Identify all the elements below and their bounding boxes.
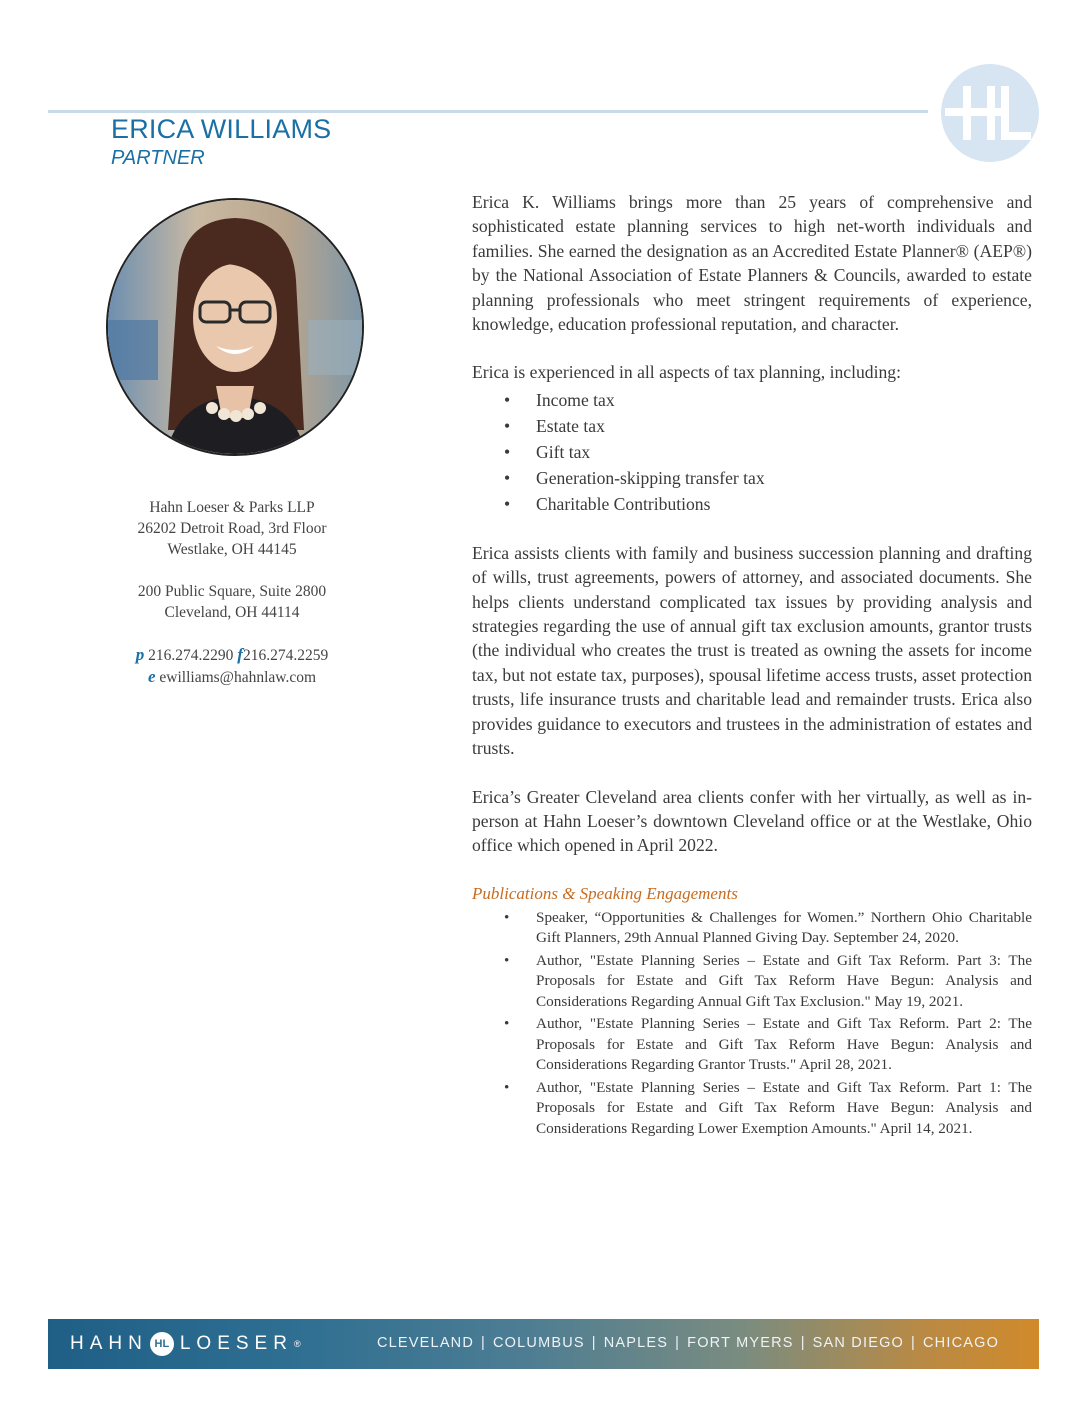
bullet-icon: • (504, 1015, 510, 1033)
city-label: CHICAGO (923, 1335, 1000, 1351)
office-address-line: 200 Public Square, Suite 2800 (137, 583, 327, 600)
publication-item: • Author, "Estate Planning Series – Estate and Gift Tax Reform. Part 2: The Proposals for Estate and Gift Tax Reform Have Begun: Analysis and Considerations Regarding Grantor Trusts." April 28, 2021. (504, 1015, 1032, 1074)
brand-word: HAHN (70, 1333, 148, 1354)
email-line (90, 666, 374, 688)
city-label: CLEVELAND (377, 1335, 475, 1351)
person-name: ERICA WILLIAMS (111, 114, 332, 144)
city-label: NAPLES (603, 1335, 669, 1351)
tax-list (472, 387, 1032, 517)
city-label: SAN DIEGO (812, 1335, 905, 1351)
list-item: • Estate tax (472, 413, 1032, 439)
phone-number[interactable]: 216.274.2290 (148, 647, 234, 664)
bullet-icon: • (504, 415, 511, 436)
bullet-icon: • (504, 389, 511, 410)
publications-heading: Publications & Speaking Engagements (472, 883, 738, 903)
tax-intro: Erica is experienced in all aspects of tax planning, including: (472, 362, 901, 383)
registered-mark: ® (293, 1339, 301, 1349)
profile-photo (106, 198, 364, 456)
bullet-icon: • (504, 908, 510, 926)
publications-list (472, 908, 1032, 1140)
brand-mark-icon: HL (150, 1332, 174, 1356)
footer-cities: CLEVELAND | COLUMBUS | NAPLES | FORT MYERS | SAN DIEGO | CHICAGO (377, 1335, 1000, 1351)
city-label: COLUMBUS (493, 1335, 585, 1351)
email-label: e (147, 667, 156, 686)
office-address-line: 26202 Detroit Road, 3rd Floor (137, 520, 327, 537)
city-label: FORT MYERS (687, 1335, 794, 1351)
bio-paragraph: Erica assists clients with family and business succession planning and drafting of wills, trust agreements, powers of attorney, and associated documents. She helps clients understand complicated tax issues by providing analysis and strategies regarding the use of annual gift tax exclusion amounts, grantor trusts (the individual who creates the trust is treated as owning the assets for income tax, but not estate tax, purposes), spousal lifetime access trusts, asset protection trusts, life insurance trusts and charitable lead and remainder trusts. Erica also provides guidance to executors and trustees in the administration of estates and trusts. (472, 542, 1032, 759)
office-address-line: Westlake, OH 44145 (167, 541, 297, 558)
bullet-icon: • (504, 951, 510, 969)
footer-banner (48, 1319, 1039, 1369)
bio-paragraph: Erica’s Greater Cleveland area clients confer with her virtually, as well as in-person at Hahn Loeser’s downtown Cleveland office or at the Westlake, Ohio office which opened in April 2022. (472, 786, 1032, 856)
publication-item: • Author, "Estate Planning Series – Estate and Gift Tax Reform. Part 1: The Proposals for Estate and Gift Tax Reform Have Begun: Analysis and Considerations Regarding Lower Exemption Amounts." April 14, 2021. (504, 1078, 1032, 1137)
footer-brand (70, 1332, 301, 1356)
firm-name: Hahn Loeser & Parks LLP (149, 499, 315, 516)
bullet-icon: • (504, 441, 511, 462)
header-divider (48, 110, 928, 113)
contact-block (90, 497, 374, 688)
hl-logo-icon (941, 64, 1039, 162)
phone-label: p (135, 645, 145, 664)
list-item: • Income tax (472, 387, 1032, 413)
publication-item: • Speaker, “Opportunities & Challenges for Women.” Northern Ohio Charitable Gift Planners, 29th Annual Planned Giving Day. September 24, 2020. (504, 908, 1032, 947)
fax-number: 216.274.2259 (242, 647, 329, 664)
firm-logo (941, 64, 1039, 162)
bullet-icon: • (504, 493, 511, 514)
bullet-icon: • (504, 467, 511, 488)
list-item: • Charitable Contributions (472, 491, 1032, 517)
fax-label: f (237, 645, 243, 664)
list-item: • Gift tax (472, 439, 1032, 465)
bullet-icon: • (504, 1078, 510, 1096)
bio-paragraph: Erica K. Williams brings more than 25 years of comprehensive and sophisticated estate planning services to high net-worth individuals and families. She earned the designation as an Accredited Estate Planner® (AEP®) by the National Association of Estate Planners & Councils, awarded to estate planning professionals who meet stringent requirements of experience, knowledge, education professional reputation, and character. (472, 192, 1032, 335)
bio-column (472, 190, 1032, 1141)
phone-fax-line (90, 644, 374, 666)
list-item: • Generation-skipping transfer tax (472, 465, 1032, 491)
person-title: PARTNER (111, 147, 205, 169)
brand-word: LOESER (179, 1333, 293, 1354)
email-link[interactable]: ewilliams@hahnlaw.com (159, 669, 317, 686)
office-address-line: Cleveland, OH 44114 (164, 604, 300, 621)
publication-item: • Author, "Estate Planning Series – Estate and Gift Tax Reform. Part 3: The Proposals for Estate and Gift Tax Reform Have Begun: Analysis and Considerations Regarding Annual Gift Tax Exclusion." May 19, 2021. (504, 951, 1032, 1010)
